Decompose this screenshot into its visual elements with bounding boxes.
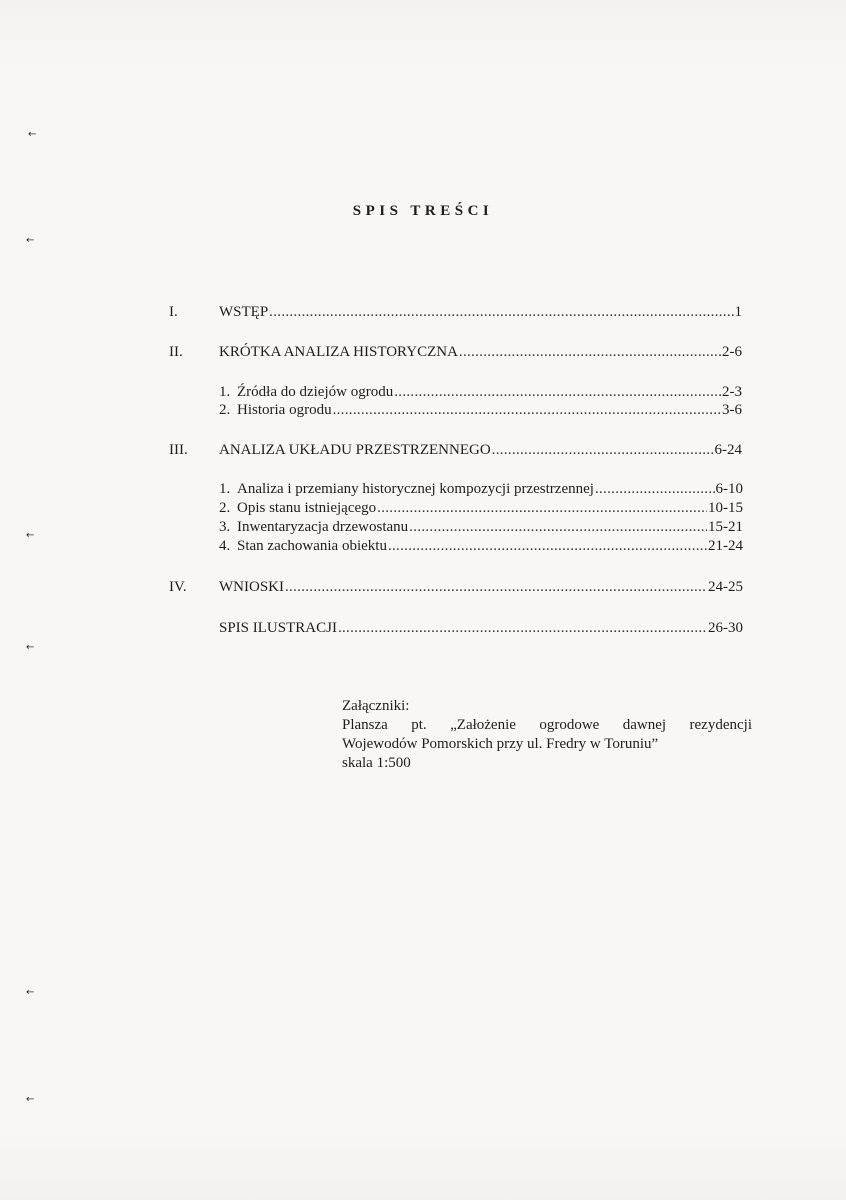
attachments-line: skala 1:500 [342, 755, 411, 771]
toc-entry [219, 578, 743, 596]
toc-entry-pages: 24-25 [708, 579, 743, 595]
toc-subentry [219, 537, 743, 555]
toc-subentry-pages: 15-21 [708, 519, 743, 535]
page-title: SPIS TREŚCI [352, 203, 494, 219]
leader-dots [595, 480, 715, 498]
toc-entry-label: WSTĘP [219, 304, 269, 320]
toc-entry [219, 441, 742, 459]
leader-dots [409, 518, 707, 536]
margin-mark: ← [28, 129, 37, 140]
attachments-line: Plansza pt. „Założenie ogrodowe dawnej rezydencji [342, 717, 752, 733]
section-numeral: II. [169, 344, 183, 360]
toc-subentry-label: Inwentaryzacja drzewostanu [237, 519, 409, 535]
toc-subentry-label: Historia ogrodu [237, 402, 332, 418]
subentry-number: 3. [219, 519, 231, 535]
subentry-number: 2. [219, 402, 231, 418]
toc-entry-illustrations [219, 619, 743, 637]
toc-subentry [219, 383, 742, 401]
attachments-block [342, 697, 752, 773]
toc-entry-pages: 2-6 [722, 344, 742, 360]
attachments-line: Wojewodów Pomorskich przy ul. Fredry w Toruniu” [342, 736, 659, 752]
subentry-number: 4. [219, 538, 231, 554]
subentry-number: 2. [219, 500, 231, 516]
toc-subentry-pages: 2-3 [722, 384, 742, 400]
subentry-number: 1. [219, 384, 231, 400]
toc-subentry [219, 499, 743, 517]
margin-mark: ← [26, 1094, 35, 1105]
toc-entry [219, 343, 742, 361]
toc-subentry-pages: 3-6 [722, 402, 742, 418]
toc-entry-label: KRÓTKA ANALIZA HISTORYCZNA [219, 344, 458, 360]
leader-dots [394, 383, 721, 401]
subentry-number: 1. [219, 481, 231, 497]
toc-subentry [219, 480, 743, 498]
margin-mark: ← [26, 530, 35, 541]
leader-dots [459, 343, 721, 361]
toc-subentry [219, 401, 742, 419]
toc-subentry-label: Opis stanu istniejącego [237, 500, 377, 516]
toc-subentry-pages: 6-10 [715, 481, 743, 497]
section-numeral: IV. [169, 579, 187, 595]
toc-subentry-label: Analiza i przemiany historycznej kompozycji przestrzennej [237, 481, 594, 497]
attachments-heading: Załączniki: [342, 698, 410, 714]
section-numeral: III. [169, 442, 188, 458]
toc-subentry-pages: 10-15 [708, 500, 743, 516]
toc-entry-label: ANALIZA UKŁADU PRZESTRZENNEGO [219, 442, 491, 458]
toc-subentry [219, 518, 743, 536]
leader-dots [388, 537, 707, 555]
margin-mark: ← [26, 642, 35, 653]
leader-dots [285, 578, 707, 596]
margin-mark: ← [26, 987, 35, 998]
leader-dots [338, 619, 707, 637]
toc-subentry-label: Stan zachowania obiektu [237, 538, 387, 554]
toc-entry-pages: 26-30 [708, 620, 743, 636]
toc-entry-label: SPIS ILUSTRACJI [219, 620, 337, 636]
leader-dots [492, 441, 714, 459]
toc-entry-label: WNIOSKI [219, 579, 284, 595]
toc-entry [219, 303, 742, 321]
toc-entry-pages: 6-24 [714, 442, 742, 458]
leader-dots [269, 303, 733, 321]
toc-entry-pages: 1 [734, 304, 742, 320]
leader-dots [377, 499, 707, 517]
margin-mark: ← [26, 235, 35, 246]
toc-subentry-pages: 21-24 [708, 538, 743, 554]
toc-subentry-label: Źródła do dziejów ogrodu [237, 384, 394, 400]
leader-dots [333, 401, 721, 419]
section-numeral: I. [169, 304, 178, 320]
